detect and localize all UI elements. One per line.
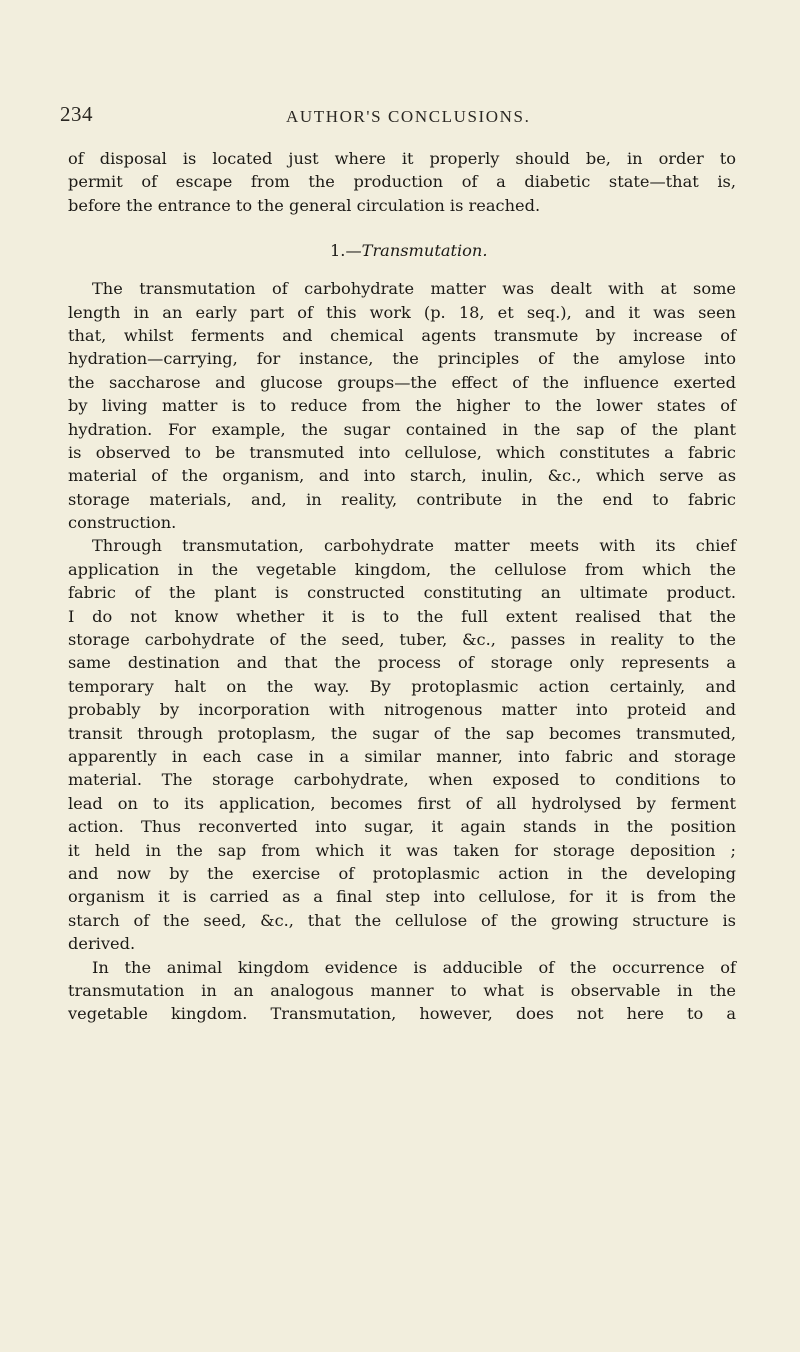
text-line: temporary halt on the way. By protoplasmic action certainly, and (68, 676, 736, 696)
text-line: hydration. For example, the sugar contained in the sap of the plant (68, 419, 736, 439)
text-line: transit through protoplasm, the sugar of the sap becomes transmuted, (68, 723, 736, 743)
text-line: I do not know whether it is to the full extent realised that the (68, 606, 736, 626)
text-line: apparently in each case in a similar manner, into fabric and storage (68, 746, 736, 766)
text-line: material of the organism, and into starch, inulin, &c., which serve as (68, 466, 736, 486)
text-line: the saccharose and glucose groups—the effect of the influence exerted (68, 372, 736, 392)
paragraph (68, 956, 736, 1026)
text-line: that, whilst ferments and chemical agents transmute by increase of (68, 325, 736, 345)
text-line: transmutation in an analogous manner to what is observable in the (68, 980, 736, 1000)
text-line: organism it is carried as a final step into cellulose, for it is from the (68, 887, 736, 907)
section-heading (68, 217, 736, 277)
section-number: 1.— (330, 241, 362, 261)
text-line: and now by the exercise of protoplasmic action in the developing (68, 863, 736, 883)
text-line: probably by incorporation with nitrogenous matter into proteid and (68, 700, 736, 720)
opening-paragraph (68, 147, 736, 217)
paragraph (68, 534, 736, 955)
text-line: In the animal kingdom evidence is adducible of the occurrence of (92, 957, 736, 977)
page-number: 234 (60, 102, 93, 126)
text-line: construction. (68, 513, 177, 533)
text-line: application in the vegetable kingdom, the cellulose from which the (68, 559, 736, 579)
section-title: Transmutation. (361, 241, 488, 261)
body-text (68, 147, 736, 1026)
text-line: Through transmutation, carbohydrate matter meets with its chief (92, 536, 736, 556)
text-line: vegetable kingdom. Transmutation, however, does not here to a (68, 1004, 736, 1024)
text-line: same destination and that the process of storage only represents a (68, 653, 736, 673)
text-line: derived. (68, 934, 136, 954)
text-line: starch of the seed, &c., that the cellulose of the growing structure is (68, 910, 736, 930)
text-line: fabric of the plant is constructed constituting an ultimate product. (68, 583, 736, 603)
running-head: AUTHOR'S CONCLUSIONS. (286, 107, 531, 126)
text-line: by living matter is to reduce from the higher to the lower states of (68, 396, 736, 416)
paragraph (68, 277, 736, 534)
text-line: hydration—carrying, for instance, the principles of the amylose into (68, 349, 736, 369)
text-line: it held in the sap from which it was taken for storage deposition ; (68, 840, 736, 860)
text-line: material. The storage carbohydrate, when exposed to conditions to (68, 770, 736, 790)
text-line: action. Thus reconverted into sugar, it again stands in the position (68, 817, 736, 837)
text-line: is observed to be transmuted into cellulose, which constitutes a fabric (68, 442, 736, 462)
text-line: storage materials, and, in reality, contribute in the end to fabric (68, 489, 736, 509)
text-line: permit of escape from the production of a diabetic state—that is, (68, 172, 736, 192)
text-line: length in an early part of this work (p. 18, et seq.), and it was seen (68, 302, 736, 322)
text-line: before the entrance to the general circulation is reached. (68, 195, 541, 215)
text-line: storage carbohydrate of the seed, tuber, &c., passes in reality to the (68, 630, 736, 650)
text-line: lead on to its application, becomes first of all hydrolysed by ferment (68, 793, 736, 813)
text-line: of disposal is located just where it properly should be, in order to (68, 149, 736, 168)
text-line: The transmutation of carbohydrate matter was dealt with at some (92, 279, 736, 299)
